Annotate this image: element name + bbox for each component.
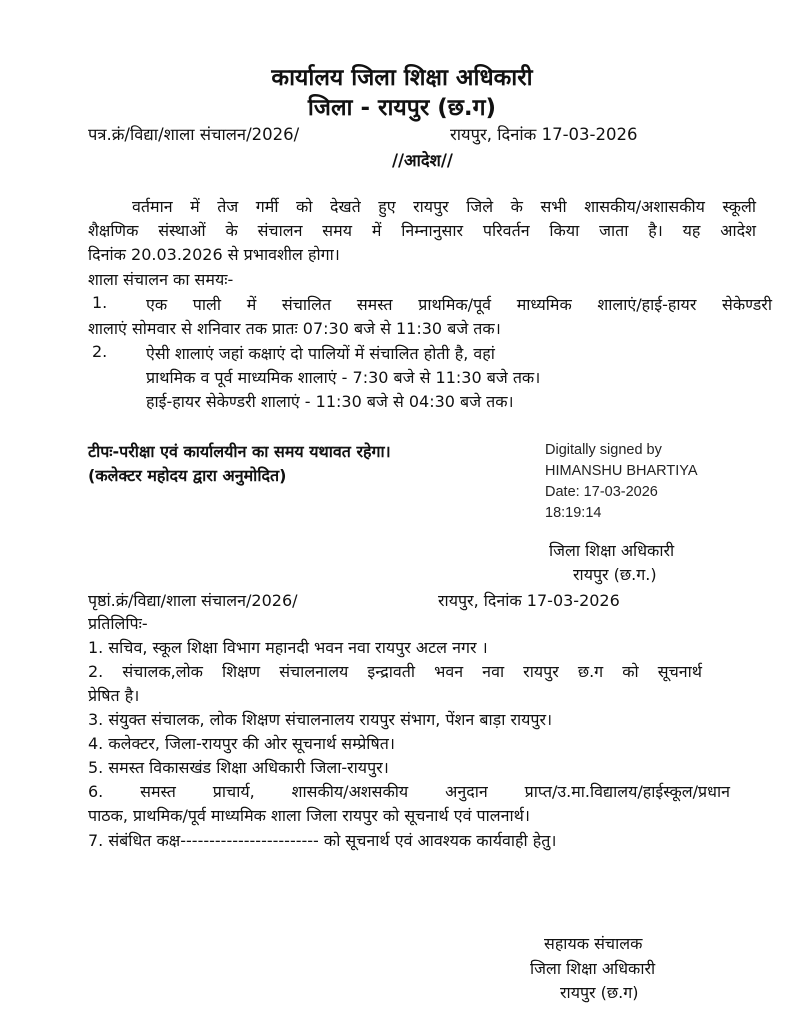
timing-heading: शाला संचालन का समयः-: [88, 270, 234, 289]
note-line: टीपः-परीक्षा एवं कार्यालयीन का समय यथावत रहेगा।: [88, 442, 391, 461]
note-approval: (कलेक्टर महोदय द्वारा अनुमोदित): [88, 466, 287, 485]
item-number: 1.: [92, 293, 108, 312]
letter-date: रायपुर, दिनांक 17-03-2026: [450, 125, 638, 144]
item-line: प्राथमिक व पूर्व माध्यमिक शालाएं - 7:30 बजे से 11:30 बजे तक।: [146, 368, 541, 387]
copy-item: 6. समस्त प्राचार्य, शासकीय/अशसकीय अनुदान प्राप्त/उ.मा.विद्यालय/हाईस्कूल/प्रधान: [88, 782, 730, 801]
item-line: शालाएं सोमवार से शनिवार तक प्रातः 07:30 बजे से 11:30 बजे तक।: [88, 319, 501, 338]
copy-item: 3. संयुक्त संचालक, लोक शिक्षण संचालनालय रायपुर संभाग, पेंशन बाड़ा रायपुर।: [88, 710, 553, 729]
copy-item: 2. संचालक,लोक शिक्षण संचालनालय इन्द्रावती भवन नवा रायपुर छ.ग को सूचनार्थ: [88, 662, 702, 681]
order-title: //आदेश//: [392, 151, 453, 170]
item-line: हाई-हायर सेकेण्डरी शालाएं - 11:30 बजे से 04:30 बजे तक।: [146, 392, 514, 411]
district-heading: जिला - रायपुर (छ.ग): [307, 95, 497, 121]
footer-designation: सहायक संचालक: [544, 934, 643, 953]
para-line: दिनांक 20.03.2026 से प्रभावशील होगा।: [88, 245, 340, 264]
letter-number: पत्र.क्रं/विद्या/शाला संचालन/2026/: [88, 125, 300, 144]
item-line: ऐसी शालाएं जहां कक्षाएं दो पालियों में संचालित होती है, वहां: [146, 344, 495, 363]
officer-place: रायपुर (छ.ग.): [573, 565, 657, 584]
office-heading: कार्यालय जिला शिक्षा अधिकारी: [271, 65, 533, 91]
item-line: एक पाली में संचालित समस्त प्राथमिक/पूर्व माध्यमिक शालाएं/हाई-हायर सेकेण्डरी: [146, 295, 772, 314]
signature-date: Date: 17-03-2026: [545, 484, 658, 500]
signature-line: Digitally signed by: [545, 442, 662, 458]
item-number: 2.: [92, 342, 108, 361]
endorsement-date: रायपुर, दिनांक 17-03-2026: [438, 591, 620, 610]
copy-item: प्रेषित है।: [88, 686, 140, 705]
officer-title: जिला शिक्षा अधिकारी: [549, 541, 675, 560]
endorsement-number: पृष्ठां.क्रं/विद्या/शाला संचालन/2026/: [88, 591, 298, 610]
para-line: वर्तमान में तेज गर्मी को देखते हुए रायपुर जिले के सभी शासकीय/अशासकीय स्कूली: [132, 197, 756, 216]
copy-item: 7. संबंधित कक्ष------------------------ को सूचनार्थ एवं आवश्यक कार्यवाही हेतु।: [88, 831, 557, 850]
signature-time: 18:19:14: [545, 505, 602, 521]
copy-item: 1. सचिव, स्कूल शिक्षा विभाग महानदी भवन नवा रायपुर अटल नगर ।: [88, 638, 488, 657]
copy-item: 4. कलेक्टर, जिला-रायपुर की ओर सूचनार्थ सम्प्रेषित।: [88, 734, 395, 753]
digital-signature: [545, 440, 698, 524]
footer-place: रायपुर (छ.ग): [560, 983, 639, 1002]
signature-name: HIMANSHU BHARTIYA: [545, 463, 698, 479]
copy-item: पाठक, प्राथमिक/पूर्व माध्यमिक शाला जिला रायपुर को सूचनार्थ एवं पालनार्थ।: [88, 806, 530, 825]
footer-office: जिला शिक्षा अधिकारी: [530, 959, 656, 978]
copy-heading: प्रतिलिपिः-: [88, 614, 148, 633]
copy-item: 5. समस्त विकासखंड शिक्षा अधिकारी जिला-रायपुर।: [88, 758, 389, 777]
para-line: शैक्षणिक संस्थाओं के संचालन समय में निम्नानुसार परिवर्तन किया जाता है। यह आदेश: [88, 221, 756, 240]
